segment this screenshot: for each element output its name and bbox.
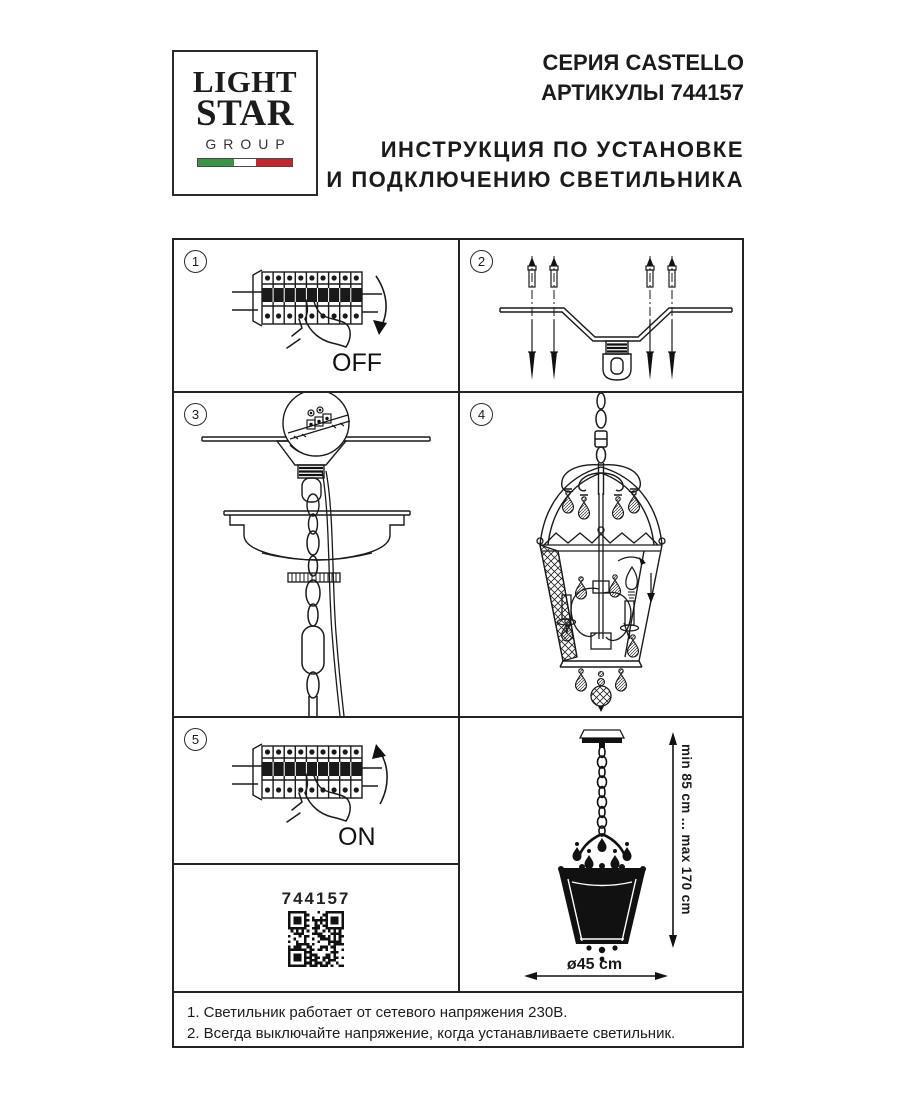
chain-links: [302, 531, 324, 716]
step-1-cell: [174, 240, 458, 391]
step-5-cell: [174, 718, 458, 863]
instruction-title-line2: И ПОДКЛЮЧЕНИЮ СВЕТИЛЬНИКА: [326, 167, 744, 192]
step-number-badge: 1: [184, 250, 207, 273]
breaker-off-drawing: [174, 240, 458, 391]
chandelier-assembly-drawing: [460, 393, 742, 716]
finial: [591, 672, 611, 713]
notes: [174, 993, 742, 1046]
logo-word-light: LIGHT: [192, 64, 298, 99]
note-line-2: 2. Всегда выключайте напряжение, когда устанавливаете светильник.: [187, 1025, 676, 1042]
silhouette-body: [558, 863, 646, 961]
rotate-down-arrow-icon: [373, 276, 387, 335]
instruction-sheet: [172, 238, 744, 1048]
ceiling-assembly-drawing: [174, 393, 458, 716]
wall-anchor-icons: [528, 257, 676, 287]
flag-white: [234, 159, 257, 166]
italian-flag-icon: [197, 158, 293, 167]
flag-red: [256, 159, 292, 166]
rotate-up-arrow-icon: [372, 744, 387, 804]
header-title: [326, 48, 744, 195]
step-2-cell: [460, 240, 742, 391]
step-4-cell: [460, 393, 742, 716]
qr-code: [288, 911, 344, 967]
step-3-cell: [174, 393, 458, 716]
mounting-bracket-drawing: [460, 240, 742, 391]
off-label: OFF: [332, 349, 382, 377]
logo-word-group: GROUP: [205, 135, 292, 152]
articles-title: АРТИКУЛЫ 744157: [541, 80, 744, 105]
step-number-badge: 4: [470, 403, 493, 426]
note-line-1: 1. Светильник работает от сетевого напряжения 230В.: [187, 1004, 568, 1021]
step-number-badge: 2: [470, 250, 493, 273]
terminal-detail-balloon: [283, 393, 350, 456]
breaker-on-drawing: [174, 718, 458, 863]
diameter-label: ø45 cm: [566, 956, 623, 973]
step-number-badge: 5: [184, 728, 207, 751]
lantern-rim: [537, 527, 665, 551]
silhouette-chain: [598, 747, 607, 837]
height-range-label: min 85 cm ... max 170 cm: [679, 744, 694, 915]
crown-crystal-drops: [563, 491, 640, 519]
hanging-chain: [595, 393, 607, 463]
power-cable: [322, 471, 344, 716]
flag-green: [198, 159, 234, 166]
article-number: 744157: [281, 889, 351, 908]
lightstar-logo: [172, 50, 318, 196]
dimensions-cell: [460, 718, 742, 991]
height-dimension-line: [669, 732, 677, 948]
logo-word-star: STAR: [196, 92, 294, 134]
step-number-badge: 3: [184, 403, 207, 426]
instruction-title-line1: ИНСТРУКЦИЯ ПО УСТАНОВКЕ: [380, 137, 744, 162]
product-dimensions-drawing: [460, 718, 742, 991]
on-label: ON: [338, 823, 376, 851]
series-title: СЕРИЯ CASTELLO: [542, 50, 744, 75]
article-qr-cell: [174, 865, 458, 991]
